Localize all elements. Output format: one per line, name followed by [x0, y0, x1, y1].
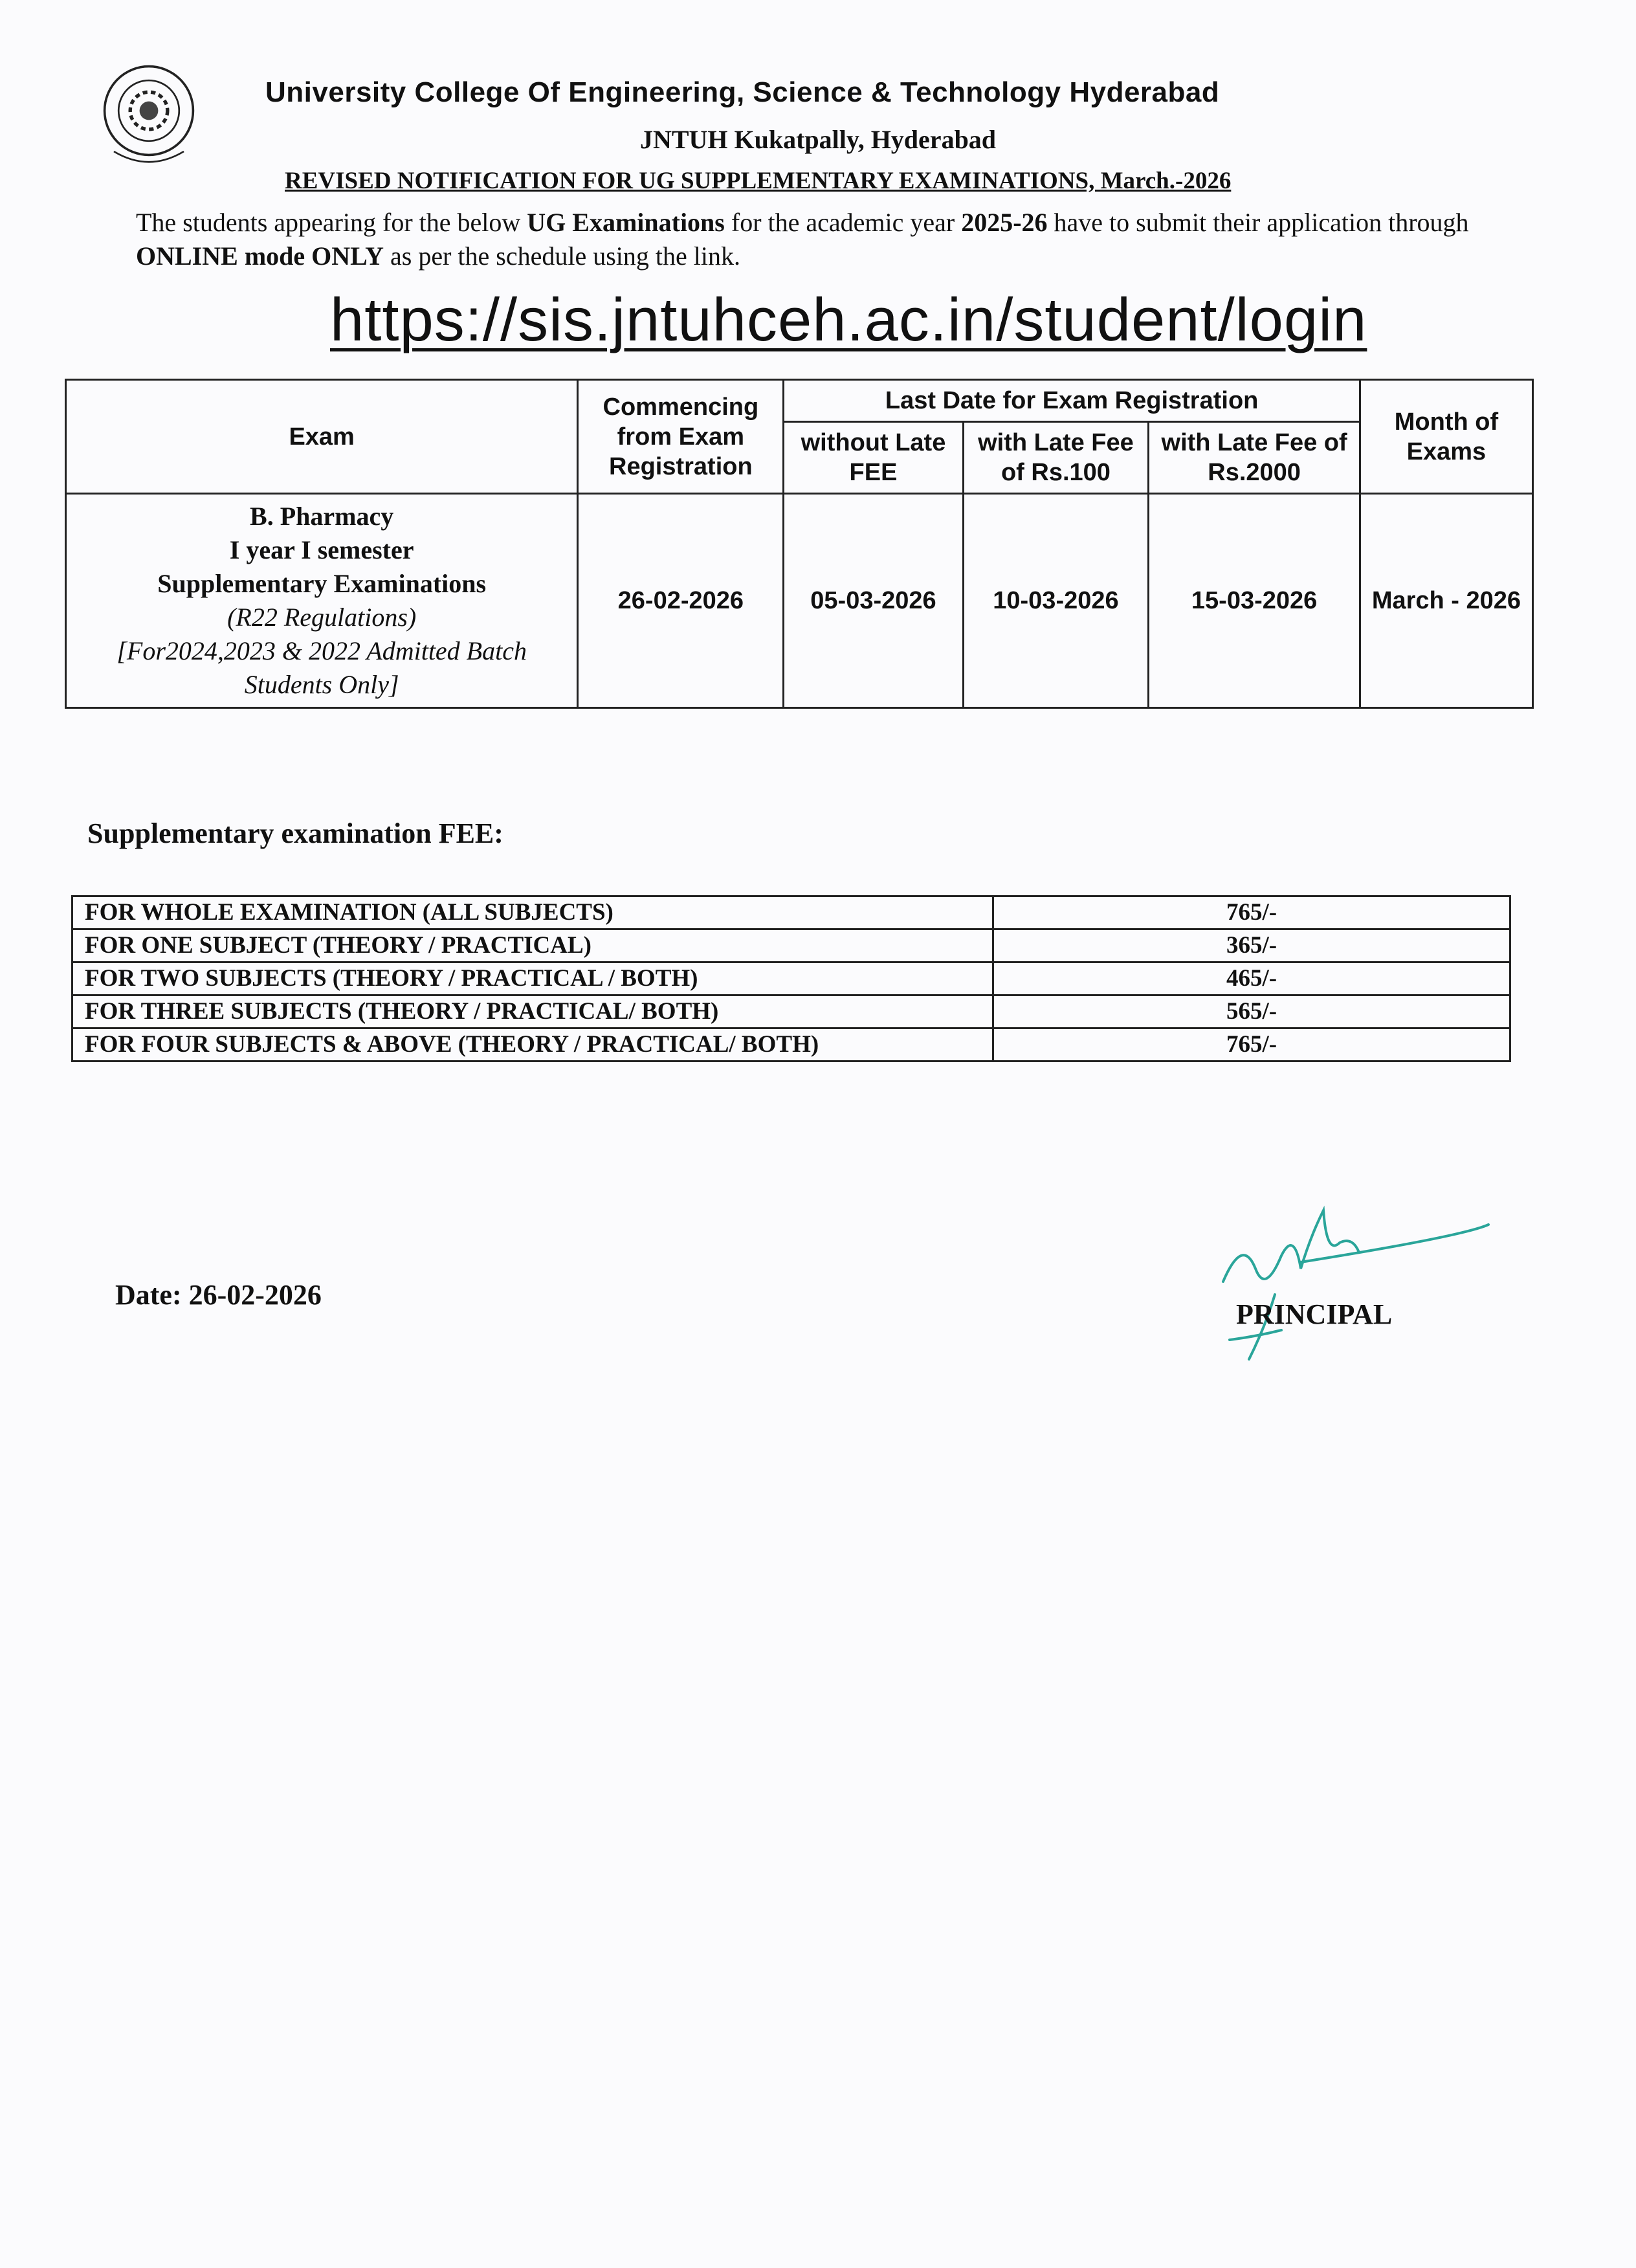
intro-academic-year: 2025-26 — [961, 208, 1048, 237]
intro-text-1: The students appearing for the below — [136, 208, 527, 237]
table-row — [72, 962, 1510, 995]
fee-table — [71, 895, 1511, 1062]
header-month: Month of Exams — [1360, 380, 1532, 494]
fee-label: FOR TWO SUBJECTS (THEORY / PRACTICAL / BOTH) — [72, 962, 993, 995]
last-date-late-2000: 15-03-2026 — [1149, 494, 1360, 708]
last-date-without-late: 05-03-2026 — [784, 494, 963, 708]
intro-text-3: have to submit their application through — [1047, 208, 1469, 237]
table-row — [66, 494, 1533, 708]
fee-amount: 465/- — [993, 962, 1510, 995]
exam-course: B. Pharmacy — [250, 502, 394, 531]
exam-schedule-table — [65, 379, 1534, 709]
university-logo-icon — [91, 58, 207, 175]
intro-mode: ONLINE mode ONLY — [136, 241, 384, 271]
table-row — [72, 1028, 1510, 1062]
last-date-late-100: 10-03-2026 — [963, 494, 1149, 708]
campus-name: JNTUH Kukatpally, Hyderabad — [639, 125, 997, 154]
table-row — [72, 896, 1510, 929]
exam-cell — [66, 494, 578, 708]
intro-text-4: as per the schedule using the link. — [384, 241, 741, 271]
fee-amount: 565/- — [993, 995, 1510, 1028]
header-late-2000: with Late Fee of Rs.2000 — [1149, 422, 1360, 494]
header-without-late: without Late FEE — [784, 422, 963, 494]
fee-amount: 765/- — [993, 896, 1510, 929]
header-late-100: with Late Fee of Rs.100 — [963, 422, 1149, 494]
commencing-date: 26-02-2026 — [578, 494, 784, 708]
intro-paragraph — [136, 206, 1495, 273]
notice-date: Date: 26-02-2026 — [115, 1279, 322, 1311]
fee-label: FOR ONE SUBJECT (THEORY / PRACTICAL) — [72, 929, 993, 962]
exam-year-sem: I year I semester — [229, 535, 414, 564]
exam-regulation: (R22 Regulations) — [227, 603, 417, 632]
college-name: University College Of Engineering, Science & Technology Hyderabad — [265, 76, 1220, 108]
intro-exam-type: UG Examinations — [527, 208, 725, 237]
fee-amount: 365/- — [993, 929, 1510, 962]
notification-title: REVISED NOTIFICATION FOR UG SUPPLEMENTARY EXAMINATIONS, March.-2026 — [285, 168, 1232, 194]
table-row — [72, 929, 1510, 962]
exam-month: March - 2026 — [1360, 494, 1532, 708]
header-last-date: Last Date for Exam Registration — [784, 380, 1360, 422]
table-row — [72, 995, 1510, 1028]
fee-label: FOR THREE SUBJECTS (THEORY / PRACTICAL/ BOTH) — [72, 995, 993, 1028]
fee-heading: Supplementary examination FEE: — [87, 817, 503, 849]
exam-name: Supplementary Examinations — [157, 569, 487, 598]
signatory-title: PRINCIPAL — [1236, 1298, 1393, 1330]
header-commencing: Commencing from Exam Registration — [578, 380, 784, 494]
registration-link[interactable]: https://sis.jntuhceh.ac.in/student/login — [330, 285, 1367, 353]
fee-label: FOR FOUR SUBJECTS & ABOVE (THEORY / PRACTICAL/ BOTH) — [72, 1028, 993, 1062]
fee-label: FOR WHOLE EXAMINATION (ALL SUBJECTS) — [72, 896, 993, 929]
header-exam: Exam — [66, 380, 578, 494]
intro-text-2: for the academic year — [724, 208, 962, 237]
exam-batch-note: [For2024,2023 & 2022 Admitted Batch Students Only] — [116, 636, 527, 699]
fee-amount: 765/- — [993, 1028, 1510, 1062]
